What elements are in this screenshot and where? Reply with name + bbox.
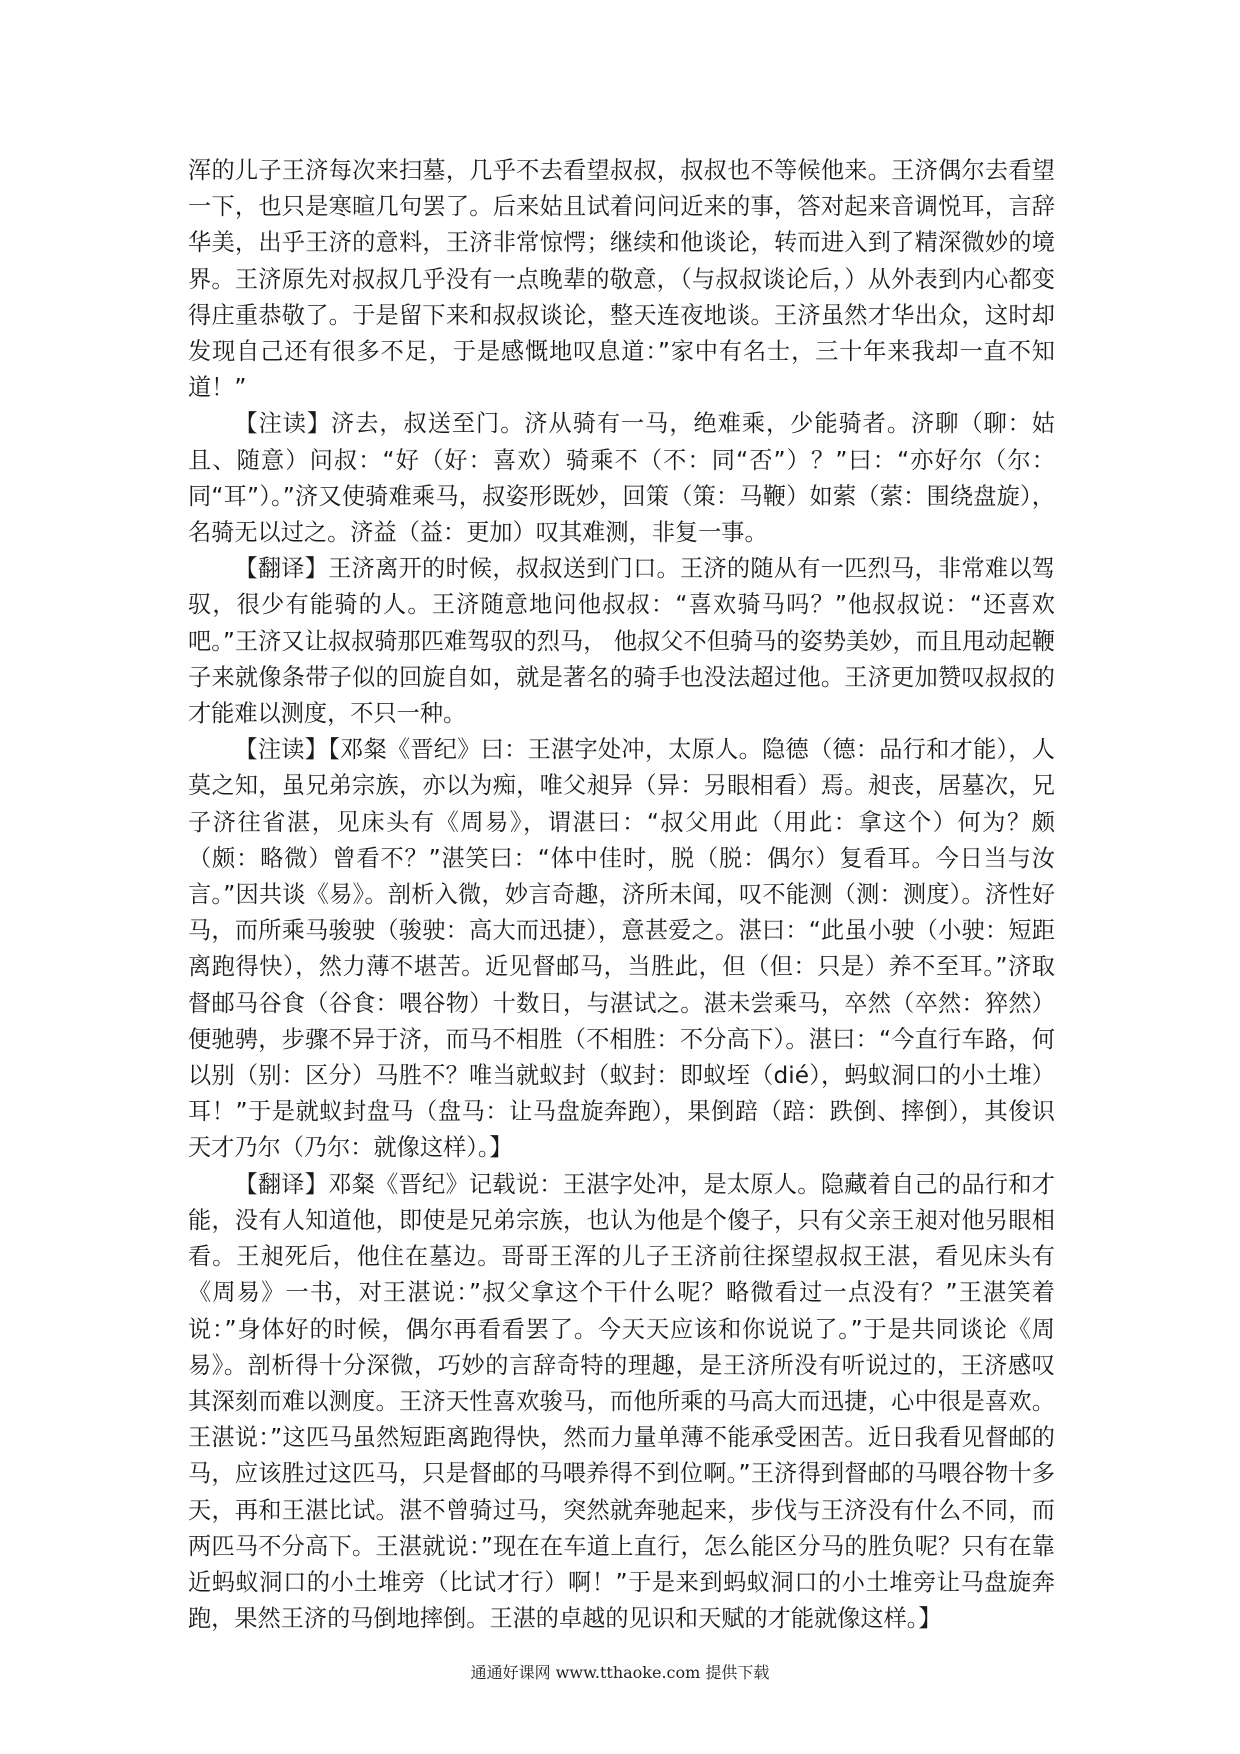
document-body <box>188 153 1055 1637</box>
paragraph-continuation: 浑的儿子王济每次来扫墓，几乎不去看望叔叔，叔叔也不等候他来。王济偶尔去看望一下，也只是寒暄几句罢了。后来姑且试着问问近来的事，答对起来音调悦耳，言辞华美，出乎王济的意料，王济非常惊愕；继续和他谈论，转而进入到了精深微妙的境界。王济原先对叔叔几乎没有一点晚辈的敬意，（与叔叔谈论后，）从外表到内心都变得庄重恭敬了。于是留下来和叔叔谈论，整天连夜地谈。王济虽然才华出众，这时却发现自己还有很多不足，于是感慨地叹息道：”家中有名士，三十年来我却一直不知道！” <box>188 157 1055 402</box>
page-footer: 通通好课网 www.tthaoke.com 提供下载 <box>470 1663 770 1682</box>
paragraph-translation-1: 【翻译】王济离开的时候，叔叔送到门口。王济的随从有一匹烈马，非常难以驾驭，很少有能骑的人。王济随意地问他叔叔：“喜欢骑马吗？”他叔叔说：“还喜欢吧。”王济又让叔叔骑那匹难驾驭的烈马， 他叔父不但骑马的姿势美妙，而且甩动起鞭子来就像条带子似的回旋自如，就是著名的骑手也没法超过他。王济更加赞叹叔叔的才能难以测度，不只一种。 <box>188 555 1055 728</box>
paragraph-annotation-1: 【注读】济去，叔送至门。济从骑有一马，绝难乘，少能骑者。济聊（聊：姑且、随意）问叔：“好（好：喜欢）骑乘不（不：同“否”）？”曰：“亦好尔（尔：同“耳”）。”济又使骑难乘马，叔姿形既妙，回策（策：马鞭）如萦（萦：围绕盘旋），名骑无以过之。济益（益：更加）叹其难测，非复一事。 <box>188 410 1055 547</box>
paragraph-translation-2: 【翻译】邓粲《晋纪》记载说：王湛字处冲，是太原人。隐藏着自己的品行和才能，没有人知道他，即使是兄弟宗族，也认为他是个傻子，只有父亲王昶对他另眼相看。王昶死后，他住在墓边。哥哥王浑的儿子王济前往探望叔叔王湛，看见床头有《周易》一书，对王湛说：”叔父拿这个干什么呢？略微看过一点没有？”王湛笑着说：”身体好的时候，偶尔再看看罢了。今天天应该和你说说了。”于是共同谈论《周易》。剖析得十分深微，巧妙的言辞奇特的理趣，是王济所没有听说过的，王济感叹其深刻而难以测度。王济天性喜欢骏马，而他所乘的马高大而迅捷，心中很是喜欢。王湛说：”这匹马虽然短距离跑得快，然而力量单薄不能承受困苦。近日我看见督邮的马，应该胜过这匹马，只是督邮的马喂养得不到位啊。”王济得到督邮的马喂谷物十多天，再和王湛比试。湛不曾骑过马，突然就奔驰起来，步伐与王济没有什么不同，而两匹马不分高下。王湛就说：”现在在车道上直行，怎么能区分马的胜负呢？只有在靠近蚂蚁洞口的小土堆旁（比试才行）啊！”于是来到蚂蚁洞口的小土堆旁让马盘旋奔跑，果然王济的马倒地摔倒。王湛的卓越的见识和天赋的才能就像这样。】 <box>188 1170 1055 1633</box>
paragraph-annotation-2: 【注读】【邓粲《晋纪》曰：王湛字处冲，太原人。隐德（德：品行和才能），人莫之知，虽兄弟宗族，亦以为痴，唯父昶异（异：另眼相看）焉。昶丧，居墓次，兄子济往省湛，见床头有《周易》，谓湛曰：“叔父用此（用此：拿这个）何为？颇（颇：略微）曾看不？”湛笑曰：“体中佳时，脱（脱：偶尔）复看耳。今日当与汝言。”因共谈《易》。剖析入微，妙言奇趣，济所未闻，叹不能测（测：测度）。济性好马，而所乘马骏驶（骏驶：高大而迅捷），意甚爱之。湛曰：“此虽小驶（小驶：短距离跑得快），然力薄不堪苦。近见督邮马，当胜此，但（但：只是）养不至耳。”济取督邮马谷食（谷食：喂谷物）十数日，与湛试之。湛未尝乘马，卒然（卒然：猝然）便驰骋，步骤不异于济，而马不相胜（不相胜：不分高下）。湛曰：“今直行车路，何以别（别：区分）马胜不？唯当就蚁封（蚁封：即蚁垤（dié），蚂蚁洞口的小土堆）耳！”于是就蚁封盘马（盘马：让马盘旋奔跑），果倒踣（踣：跌倒、摔倒），其俊识天才乃尔（乃尔：就像这样）。】 <box>188 736 1055 1162</box>
